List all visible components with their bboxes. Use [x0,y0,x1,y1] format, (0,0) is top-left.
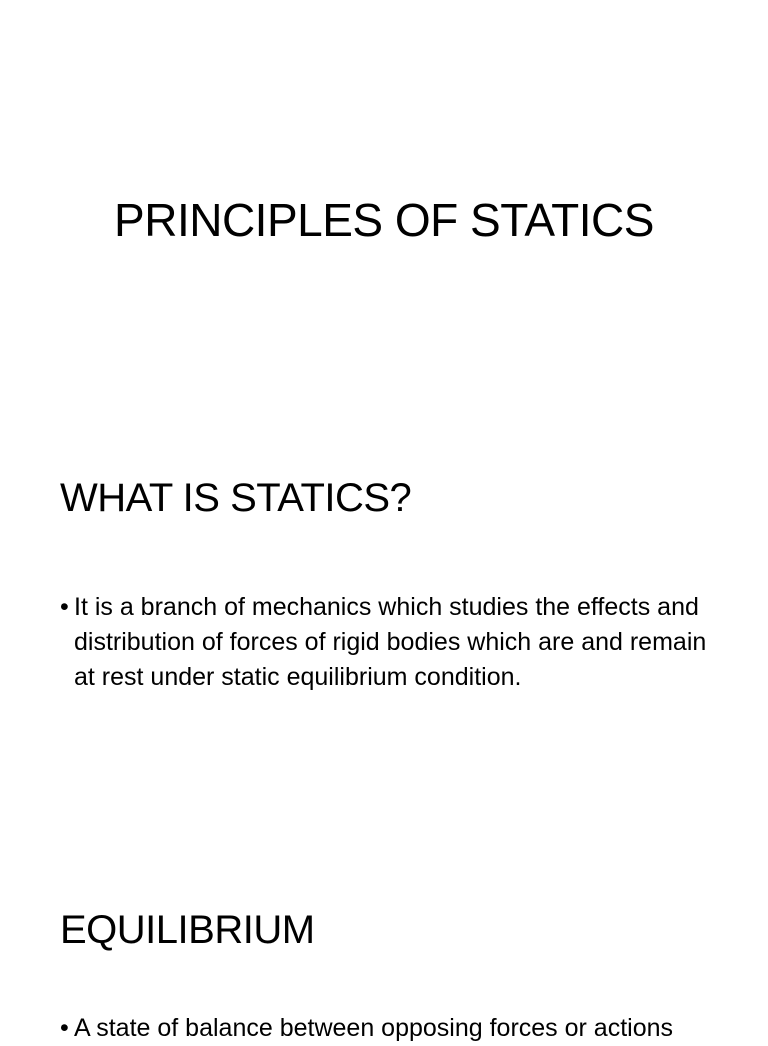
bullet-list [60,1011,720,1046]
bullet-text: It is a branch of mechanics which studies the effects and distribution of forces of rigid bodies which are and remain at rest under static equilibrium condition. [74,593,707,691]
slide-equilibrium [0,864,768,1042]
bullet-item [60,1011,720,1046]
bullet-item [60,590,720,695]
bullet-list [60,590,720,695]
bullet-icon: • [60,593,69,621]
bullet-icon: • [60,1014,69,1042]
slide-heading: EQUILIBRIUM [60,908,315,952]
slide-title-text: PRINCIPLES OF STATICS [114,194,654,246]
slide-title [0,0,768,432]
slide-what-is-statics [0,432,768,864]
bullet-text: A state of balance between opposing forces or actions [74,1014,673,1042]
slide-heading: WHAT IS STATICS? [60,476,412,520]
